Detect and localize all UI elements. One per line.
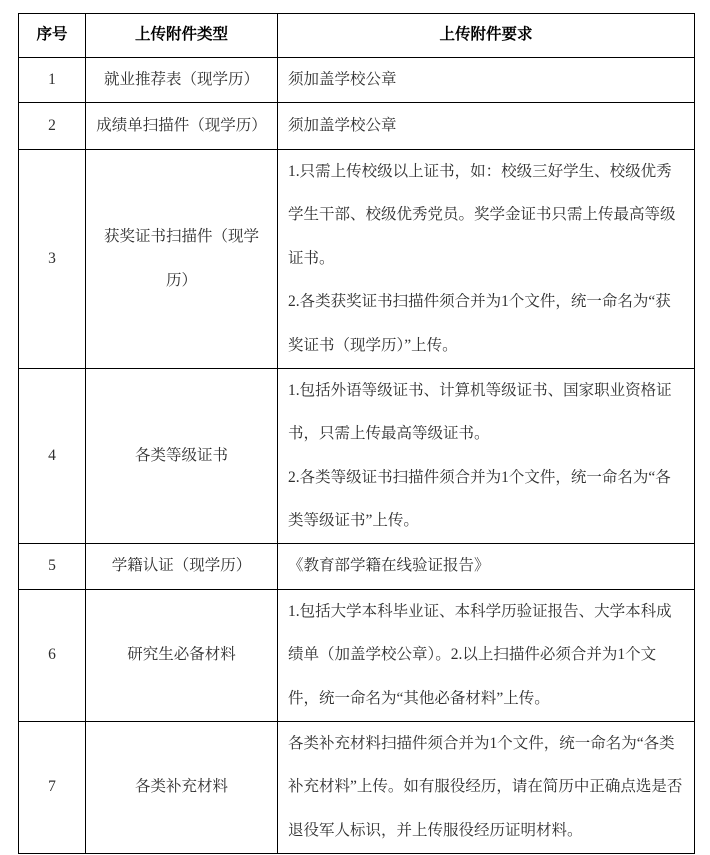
cell-serial-number: 4: [19, 368, 86, 543]
requirement-paragraph: 1.包括外语等级证书、计算机等级证书、国家职业资格证书，只需上传最高等级证书。: [288, 381, 672, 442]
cell-attachment-requirement: [278, 102, 695, 149]
table-row: [19, 721, 695, 853]
cell-attachment-requirement: [278, 58, 695, 103]
column-header-attachment-requirement: 上传附件要求: [278, 14, 695, 58]
cell-attachment-type: 成绩单扫描件（现学历）: [86, 102, 278, 149]
cell-attachment-type: 研究生必备材料: [86, 589, 278, 721]
cell-serial-number: 3: [19, 149, 86, 368]
requirement-paragraph: 《教育部学籍在线验证报告》: [288, 557, 490, 575]
cell-attachment-requirement: [278, 543, 695, 589]
cell-attachment-type: 学籍认证（现学历）: [86, 543, 278, 589]
table-row: [19, 102, 695, 149]
table-row: [19, 149, 695, 368]
cell-attachment-requirement: [278, 721, 695, 853]
table-row: [19, 589, 695, 721]
attachment-requirements-table: [18, 13, 695, 854]
cell-attachment-requirement: [278, 149, 695, 368]
requirement-paragraph: 须加盖学校公章: [288, 71, 397, 88]
table-body: [19, 58, 695, 854]
requirement-paragraph: 2.各类获奖证书扫描件须合并为1个文件，统一命名为“获奖证书（现学历）”上传。: [288, 293, 671, 354]
cell-serial-number: 1: [19, 58, 86, 103]
cell-attachment-requirement: [278, 368, 695, 543]
requirement-paragraph: 2.各类等级证书扫描件须合并为1个文件，统一命名为“各类等级证书”上传。: [288, 468, 671, 529]
cell-attachment-type: 获奖证书扫描件（现学历）: [86, 149, 278, 368]
requirement-paragraph: 须加盖学校公章: [288, 116, 397, 134]
cell-attachment-type: 就业推荐表（现学历）: [86, 58, 278, 103]
table-row: [19, 58, 695, 103]
requirement-paragraph: 各类补充材料扫描件须合并为1个文件，统一命名为“各类补充材料”上传。如有服役经历，请在简历中正确点选是否退役军人标识，并上传服役经历证明材料。: [288, 734, 683, 839]
column-header-serial-number: 序号: [19, 14, 86, 58]
cell-serial-number: 2: [19, 102, 86, 149]
cell-attachment-type: 各类补充材料: [86, 721, 278, 853]
cell-serial-number: 6: [19, 589, 86, 721]
table-row: [19, 368, 695, 543]
column-header-attachment-type: 上传附件类型: [86, 14, 278, 58]
requirement-paragraph: 1.包括大学本科毕业证、本科学历验证报告、大学本科成绩单（加盖学校公章）。2.以上扫描件必须合并为1个文件，统一命名为“其他必备材料”上传。: [288, 602, 672, 707]
cell-attachment-requirement: [278, 589, 695, 721]
cell-serial-number: 7: [19, 721, 86, 853]
cell-attachment-type: 各类等级证书: [86, 368, 278, 543]
requirement-paragraph: 1.只需上传校级以上证书，如：校级三好学生、校级优秀学生干部、校级优秀党员。奖学金证书只需上传最高等级证书。: [288, 162, 676, 267]
cell-serial-number: 5: [19, 543, 86, 589]
header-row: [19, 14, 695, 58]
table-row: [19, 543, 695, 589]
